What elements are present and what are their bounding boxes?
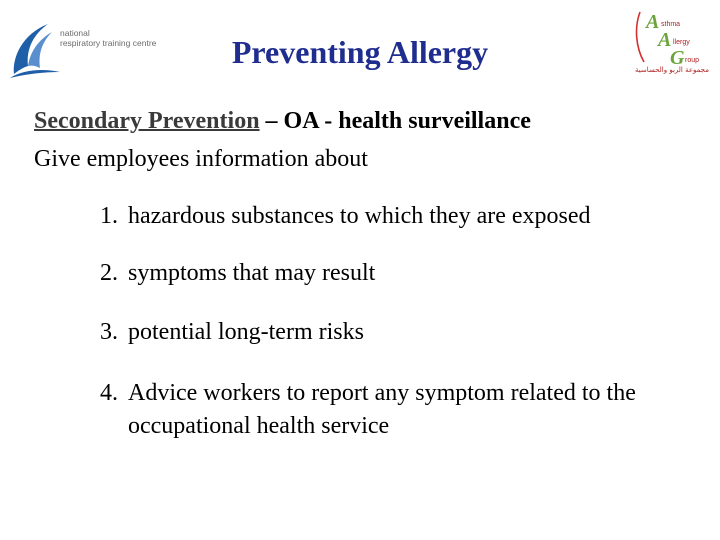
item-text: hazardous substances to which they are exposed bbox=[128, 203, 591, 229]
item-number: 2. bbox=[100, 260, 118, 286]
item-text: Advice workers to report any symptom related to the occupational health service bbox=[128, 380, 636, 439]
list-item bbox=[100, 377, 700, 443]
secondary-prevention-label: Secondary Prevention bbox=[34, 108, 260, 134]
item-text: potential long-term risks bbox=[128, 319, 364, 345]
item-number: 3. bbox=[100, 319, 118, 345]
aag-word: llergy bbox=[673, 39, 690, 46]
aag-word: roup bbox=[685, 57, 700, 64]
list-item bbox=[100, 257, 700, 290]
list-item bbox=[100, 316, 700, 349]
aag-letter: A bbox=[646, 11, 660, 33]
info-list bbox=[100, 200, 700, 443]
list-item bbox=[100, 200, 700, 233]
item-number: 4. bbox=[100, 380, 118, 406]
aag-word: sthma bbox=[661, 21, 681, 28]
aag-letter: A bbox=[658, 29, 672, 51]
aag-letter: G bbox=[670, 47, 685, 66]
aag-arabic-name: مجموعة الربو والحساسية bbox=[635, 66, 709, 74]
slide-title: Preventing Allergy bbox=[231, 34, 489, 70]
ntrc-org-line: respiratory training centre bbox=[60, 38, 157, 48]
intro-text: Give employees information about bbox=[34, 146, 368, 172]
item-number: 1. bbox=[100, 203, 118, 229]
heading-rest: – OA - health surveillance bbox=[259, 108, 531, 134]
item-text: symptoms that may result bbox=[128, 260, 376, 286]
section-heading bbox=[34, 108, 531, 135]
ntrc-org-line: national bbox=[60, 28, 90, 38]
